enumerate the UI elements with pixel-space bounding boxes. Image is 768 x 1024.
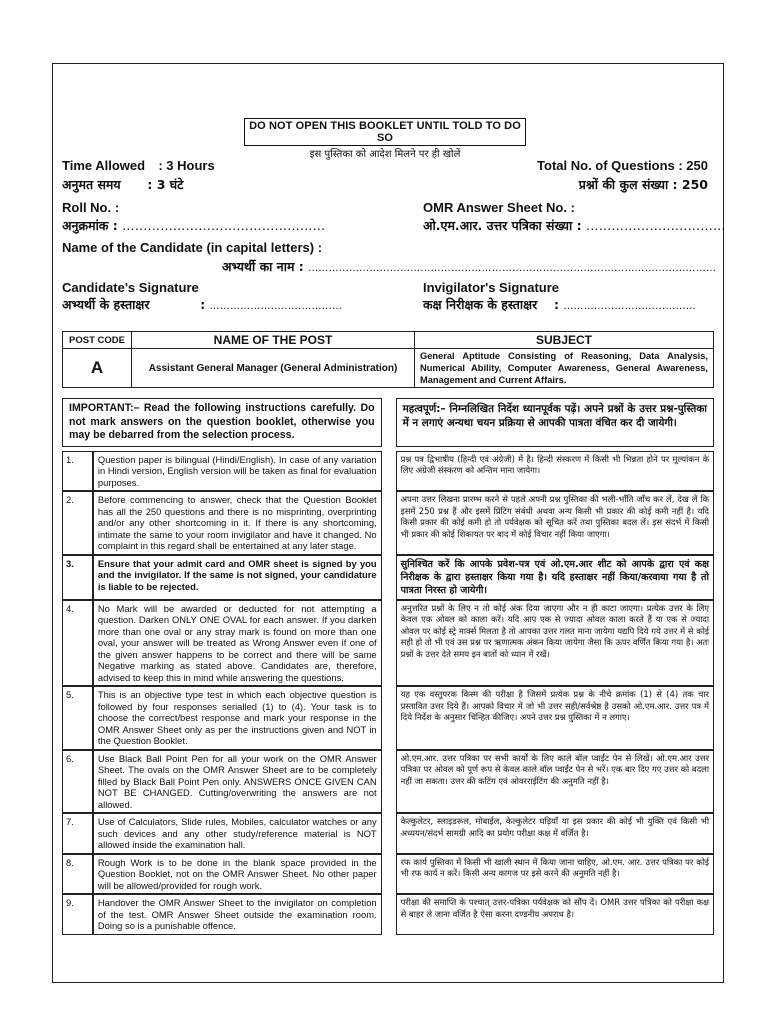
instruction-text-hindi: केल्कुलेटर, स्लाइडरूल, मोबाईल, केल्कुलेटर घड़ियाँ या इस प्रकार की कोई भी युक्ति एवं किसी भी अध्ययन/संदर्भ सामग्री आदि का प्रयोग परीक्षा कक्ष में वर्जित है। [396, 813, 714, 854]
invigilator-signature-label: Invigilator's Signature [423, 280, 560, 295]
instruction-text: Before commencing to answer, check that the Question Booklet has all the 250 questions and there is no misprinting, overprinting and/or any other shortcoming in it. If there is any shortcoming, intimate the same to your room invigilator and have it changed. No complaint in this regard shall be entertained at any later stage. [93, 491, 382, 555]
roll-no-dots: ………………………………………… [122, 218, 326, 233]
instruction-row [62, 491, 714, 555]
instruction-number: 5. [62, 686, 93, 750]
instruction-row [62, 750, 714, 814]
instruction-text-hindi: ओ.एम.आर. उत्तर पत्रिका पर सभी कार्यों के लिए काले बॉल प्वाईंट पेन से लिखें। ओ.एम.आर उत्तर पत्रिका पर ओवल को पूर्ण रूप से केवल काले बॉल प्वाईंट पेन से भरें। एक बार दिए गए उत्तर को बदला नहीं जा सकता। उत्तर की कटिंग एवं ओवरराईटिंग की अनुमति नहीं है। [396, 750, 714, 814]
post-table-row [63, 349, 714, 388]
roll-no-field[interactable] [62, 217, 325, 234]
instruction-text-hindi: सुनिश्चित करें कि आपके प्रवेश-पत्र एवं ओ.एम.आर शीट को आपके द्वारा एवं कक्ष निरीक्षक के द्वारा हस्ताक्षर किया गया है। यदि हस्ताक्षर नहीं किया/करवाया गया है तो पात्रता निरस्त हो जायेगी। [396, 555, 714, 600]
candidate-name-label: Name of the Candidate (in capital letters) : [62, 240, 323, 255]
roll-no-label-hindi: अनुक्रमांक : [62, 218, 118, 233]
post-name-header: NAME OF THE POST [132, 332, 415, 349]
post-code: A [63, 349, 132, 388]
omr-sheet-no-field[interactable] [423, 217, 726, 234]
candidate-name-dots: ………………………………………………………………………………………………………… [308, 263, 717, 274]
do-not-open-banner [244, 118, 526, 160]
instruction-row [62, 686, 714, 750]
candidate-signature-label: Candidate's Signature [62, 280, 199, 295]
instruction-row [62, 813, 714, 854]
instruction-number: 2. [62, 491, 93, 555]
important-row [62, 398, 714, 447]
roll-no-label: Roll No. : [62, 200, 120, 215]
candidate-signature-label-hindi: अभ्यर्थी के हस्ताक्षर [62, 297, 150, 312]
instruction-text: This is an objective type test in which each objective question is followed by four responses serialled (1) to (4). Your task is to choose the correct/best response and mark your response in the OMR Answer Sheet only as per the instructions given and NOT in the Question Booklet. [93, 686, 382, 750]
instruction-text: Ensure that your admit card and OMR sheet is signed by you and the invigilator. If the same is not signed, your candidature is liable to be rejected. [93, 555, 382, 600]
candidate-name-label-hindi: अभ्यर्थी का नाम : [222, 259, 304, 274]
instruction-row [62, 451, 714, 492]
candidate-signature-dots: ………………………………… [209, 301, 343, 312]
subject: General Aptitude Consisting of Reasoning, Data Analysis, Numerical Ability, Computer Awareness, General Awareness, Management and Current Affairs. [415, 349, 714, 388]
omr-sheet-no-dots: …………………………… [586, 218, 726, 233]
instruction-row [62, 600, 714, 687]
post-code-header: POST CODE [63, 332, 132, 349]
instruction-number: 9. [62, 894, 93, 935]
time-allowed [62, 158, 215, 173]
candidate-signature-colon: : [200, 297, 206, 312]
instruction-text: Question paper is bilingual (Hindi/English). In case of any variation in Hindi version, English version will be taken as final for evaluation purposes. [93, 451, 382, 492]
post-table [62, 331, 714, 388]
instruction-number: 1. [62, 451, 93, 492]
invigilator-signature-label-hindi: कक्ष निरीक्षक के हस्ताक्षर [423, 297, 538, 312]
instruction-row [62, 894, 714, 935]
instruction-number: 6. [62, 750, 93, 814]
subject-header: SUBJECT [415, 332, 714, 349]
instruction-text: Handover the OMR Answer Sheet to the invigilator on completion of the test. OMR Answer Sheet outside the examination room. Doing so is a punishable offence. [93, 894, 382, 935]
instruction-row [62, 854, 714, 895]
instruction-number: 7. [62, 813, 93, 854]
instruction-text: Use of Calculators, Slide rules, Mobiles, calculator watches or any such devices and any other study/reference material is NOT allowed inside the examination hall. [93, 813, 382, 854]
instruction-text: No Mark will be awarded or deducted for not attempting a question. Darken ONLY ONE OVAL for each answer. If you darken more than one oval or any stray mark is found on more than one oval, your answer will be treated as Wrong Answer even if one of the given answer happens to be correct and there will be same Negative marking as stated above. Candidates are, therefore, advised to keep this in mind while answering the questions. [93, 600, 382, 687]
instruction-text-hindi: रफ कार्य पुस्तिका में किसी भी खाली स्थान में किया जाना चाहिए, ओ.एम. आर. उत्तर पत्रिका पर कोई भी रफ कार्य न करें। किसी अन्य कागज पर इसे करने की अनुमति नहीं है। [396, 854, 714, 895]
instructions-table [62, 398, 714, 935]
banner-title-hindi: इस पुस्तिका को आदेश मिलने पर ही खोलें [309, 149, 461, 160]
instruction-text: Use Black Ball Point Pen for all your work on the OMR Answer Sheet. The ovals on the OMR Answer Sheet are to be completely filled by Black Ball Point Pen only. ANSWERS ONCE GIVEN CAN NOT BE CHANGED. Cutting/overwriting the answers are not allowed. [93, 750, 382, 814]
omr-sheet-no-label: OMR Answer Sheet No. : [423, 200, 575, 215]
important-note: IMPORTANT:– Read the following instructions carefully. Do not mark answers on the question booklet, otherwise you may be debarred from the selection process. [62, 398, 382, 447]
instruction-row [62, 555, 714, 600]
instruction-text-hindi: यह एक वस्तुपरक किस्म की परीक्षा है जिसमें प्रत्येक प्रश्न के नीचे क्रमांक (1) से (4) तक चार प्रस्तावित उत्तर दिये हैं। आपको विचार में जो भी उत्तर सही/सर्वश्रेष्ठ है उसको ओ.एम.आर. उत्तर पत्र में दिये निर्देश के अनुसार चिन्हित कीजिए। अपने उत्तर प्रश्न पुस्तिका में न लगाए। [396, 686, 714, 750]
post-table-header [63, 332, 714, 349]
instruction-text-hindi: अनुत्तरित प्रश्नों के लिए न तो कोई अंक दिया जाएगा और न ही काटा जाएगा। प्रत्येक उत्तर के लिए केवल एक ओवल को काला करें। यदि आप एक से ज्यादा ओवल काला करते हैं या एक से ज्यादा ओवल पर कोई स्ट्रे मार्क्स मिलता है तो आपका उत्तर गलत माना जायेगा यद्यपि दिये गये उत्तर में से कोई सही हो तो भी एवं उस प्रश्न पर ऋणात्मक अंकन किया जायेगा जैसा कि ऊपर वर्णित किया गया है। अतः प्रश्नों के उत्तर देते समय इन बातों को ध्यान में रखें। [396, 600, 714, 687]
candidate-signature-field[interactable] [62, 296, 342, 313]
invigilator-signature-dots: ………………………………… [563, 301, 696, 312]
total-questions: Total No. of Questions : 250 [537, 158, 708, 173]
instruction-text: Rough Work is to be done in the blank space provided in the Question Booklet, not on the OMR Answer Sheet. No other paper will be allowed/provided for rough work. [93, 854, 382, 895]
post-name: Assistant General Manager (General Administration) [132, 349, 415, 388]
time-allowed-hindi [62, 176, 183, 193]
instruction-number: 3. [62, 555, 93, 600]
instruction-text-hindi: अपना उत्तर लिखना प्रारम्भ करने से पहले अपनी प्रश्न पुस्तिका की भली-भाँति जाँच कर लें, देख लें कि इसमें 250 प्रश्न हैं और इसमें प्रिंटिंग संबंधी अथवा अन्य किसी भी प्रकार की कोई कमी नहीं है। यदि किसी प्रकार की कोई कमी हो तो पर्यवेक्षक को सूचित करें तथा पुस्तिका बदल लें। इस संदर्भ में किसी भी प्रकार की कोई शिकायत पर बाद में कोई विचार नहीं किया जाएगा। [396, 491, 714, 555]
banner-title: DO NOT OPEN THIS BOOKLET UNTIL TOLD TO DO SO [244, 118, 526, 146]
omr-sheet-no-label-hindi: ओ.एम.आर. उत्तर पत्रिका संख्या : [423, 218, 582, 233]
invigilator-signature-field[interactable] [423, 296, 696, 313]
total-questions-hindi: प्रश्नों की कुल संख्या : 250 [578, 177, 708, 192]
instruction-number: 8. [62, 854, 93, 895]
time-allowed-value: : 3 Hours [158, 158, 215, 173]
instruction-text-hindi: परीक्षा की समाप्ति के पश्चात् उत्तर-पत्रिका पर्यवेक्षक को सौंप दें। OMR उत्तर पत्रिका को परीक्षा कक्ष से बाहर ले जाना वर्जित है ऐसा करना दण्डनीय अपराध है। [396, 894, 714, 935]
instruction-number: 4. [62, 600, 93, 687]
time-allowed-value-hindi: : 3 घंटे [147, 177, 184, 192]
instruction-text-hindi: प्रश्न पत्र द्विभाषीय (हिन्दी एवं अंग्रेजी) में है। हिन्दी संस्करण में किसी भी भिन्नता होने पर मूल्यांकन के लिए अंग्रेजी संस्करण को अन्तिम माना जायेगा। [396, 451, 714, 492]
important-note-hindi: महत्वपूर्ण:– निम्नलिखित निर्देश ध्यानपूर्वक पढ़ें। अपने प्रश्नों के उत्तर प्रश्न-पुस्तिका में न लगाएं अन्यथा चयन प्रक्रिया से आपकी पात्रता वंचित कर दी जायेगी। [396, 398, 714, 447]
invigilator-signature-colon: : [553, 297, 559, 312]
candidate-name-field[interactable] [222, 258, 716, 275]
time-allowed-label-hindi: अनुमत समय [62, 177, 121, 192]
time-allowed-label: Time Allowed [62, 158, 146, 173]
